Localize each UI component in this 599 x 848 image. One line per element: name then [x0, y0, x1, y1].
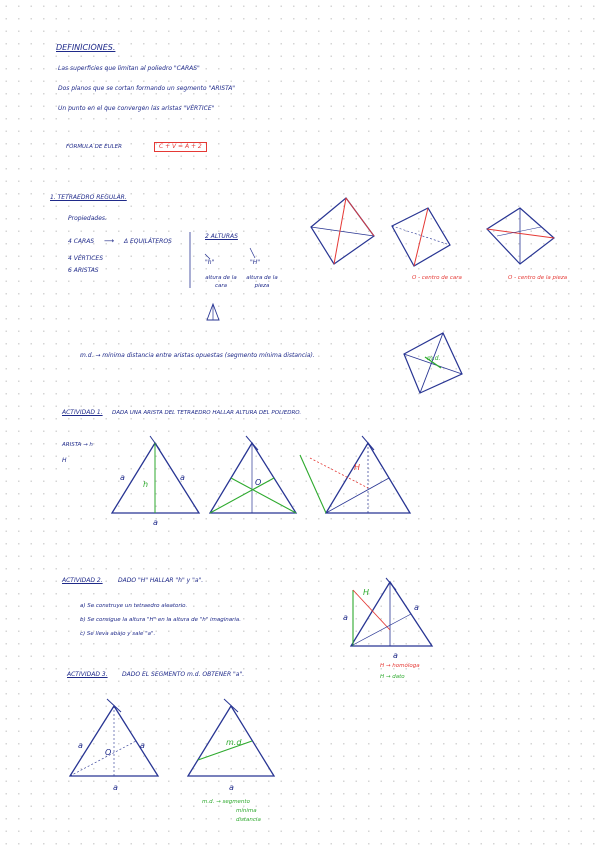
fig-label-H2: H — [363, 588, 370, 597]
act2-step-b: b) Se consigue la altura "H" en la altura de "h" imaginaria. — [80, 617, 242, 623]
fig-label-H1: H — [354, 463, 361, 472]
alturas-title: 2 ALTURAS — [205, 233, 238, 240]
fig-label-a10: a — [229, 783, 234, 792]
prop-vertices: 4 VÉRTICES — [68, 255, 104, 262]
act1-text: DADA UNA ARISTA DEL TETRAEDRO HALLAR ALTURA DEL POLIEDRO. — [112, 410, 302, 416]
section1-title: 1. TETRAEDRO REGULAR. — [50, 194, 127, 201]
props-title: Propiedades. — [68, 215, 107, 222]
fig-label-a9: a — [113, 783, 118, 792]
fig-label-a6: a — [393, 651, 398, 660]
act1-title: ACTIVIDAD 1. — [62, 409, 103, 416]
euler-formula: C + V = A + 2 — [154, 142, 207, 152]
h-desc: altura de la cara — [205, 275, 237, 289]
act3-green-note-3: distancia — [236, 817, 261, 823]
tetra-square-2 — [392, 208, 450, 266]
act1-triangle-3 — [300, 436, 410, 513]
H-desc: altura de la pieza — [246, 275, 278, 289]
definition-vertice: Un punto en el que convergen las aristas "VÉRTICE" — [58, 105, 215, 112]
fig-label-a4: a — [343, 613, 348, 622]
tetra-square-1 — [311, 198, 374, 264]
fig-label-O2: O — [105, 748, 112, 757]
act3-text: DADO EL SEGMENTO m.d. OBTENER "a". — [122, 671, 245, 678]
fig-label-a7: a — [78, 741, 83, 750]
H-label: "H" — [250, 259, 261, 266]
fig-label-a2: a — [180, 473, 185, 482]
act1-side-note: ARISTA → h — [62, 442, 93, 448]
arrow-icon: ⟶ — [104, 237, 115, 245]
fig-label-a1: a — [120, 473, 125, 482]
act3-green-note-1: m.d. → segmento — [202, 799, 250, 805]
act1-side-H: H — [62, 457, 67, 464]
act3-triangle-1 — [70, 699, 158, 776]
act2-title: ACTIVIDAD 2. — [62, 577, 103, 584]
euler-label: FÓRMULA DE EULER — [66, 144, 122, 150]
fig-label-h1: h — [143, 480, 149, 489]
act1-triangle-2 — [210, 436, 296, 513]
act2-legend-green: H → dato — [380, 674, 405, 680]
act2-step-c: c) Se lleva abajo y sale "a". — [80, 631, 156, 637]
prop-caras: 4 CARAS — [68, 238, 95, 245]
act2-text: DADO "H" HALLAR "h" y "a". — [118, 577, 204, 584]
md-definition: m.d. → mínima distancia entre aristas opuestas (segmento mínima distancia). — [80, 352, 315, 359]
prop-aristas: 6 ARISTAS — [68, 267, 99, 274]
definition-caras: Las superficies que limitan al poliedro "CARAS" — [58, 65, 200, 72]
red-note-pieza: O - centro de la pieza — [508, 275, 568, 281]
md-square — [404, 333, 462, 393]
fig-label-md: m.d — [226, 738, 242, 747]
fig-label-a5: a — [414, 603, 419, 612]
fig-label-a8: a — [140, 741, 145, 750]
act2-legend-red: H → homóloga — [380, 663, 420, 669]
prop-triangulos: Δ EQUILÁTEROS — [124, 238, 172, 245]
act1-triangle-1 — [112, 436, 199, 513]
fig-label-md2: m.d. — [427, 355, 441, 362]
definition-arista: Dos planos que se cortan formando un segmento "ARISTA" — [58, 85, 236, 92]
tetra-square-3 — [487, 208, 554, 264]
h-label: "h" — [205, 259, 215, 266]
act2-step-a: a) Se construye un tetraedro aleatorio. — [80, 603, 188, 609]
act3-title: ACTIVIDAD 3. — [67, 671, 108, 678]
act3-green-note-2: mínima — [236, 808, 257, 814]
fig-label-O1: O — [255, 478, 262, 487]
fig-label-a3: a — [153, 518, 158, 527]
red-note-cara: O - centro de cara — [412, 275, 462, 281]
page-title: DEFINICIONES. — [56, 43, 116, 52]
